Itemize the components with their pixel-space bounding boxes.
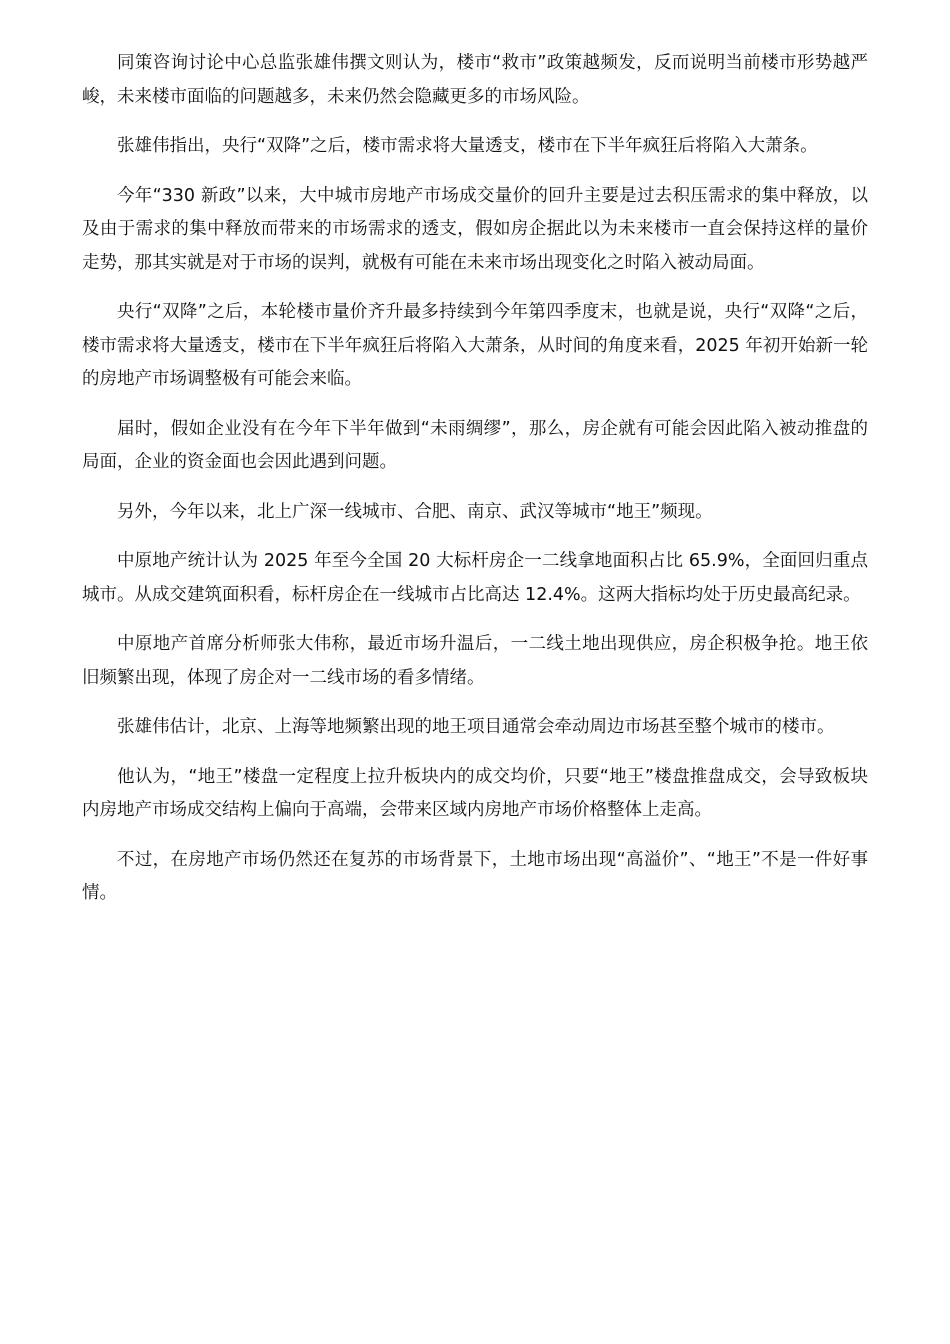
paragraph: 另外，今年以来，北上广深一线城市、合肥、南京、武汉等城市“地王”频现。: [117, 501, 713, 522]
paragraph: 同策咨询讨论中心总监张雄伟撰文则认为，楼市“救市”政策越频发，反而说明当前楼市形势越严峻，未来楼市面临的问题越多，未来仍然会隐藏更多的市场风险。: [82, 53, 868, 107]
paragraph: 中原地产首席分析师张大伟称，最近市场升温后，一二线土地出现供应，房企积极争抢。地王依旧频繁出现，体现了房企对一二线市场的看多情绪。: [82, 634, 868, 688]
document-body: [82, 47, 868, 927]
paragraph: 中原地产统计认为 2025 年至今全国 20 大标杆房企一二线拿地面积占比 65.9%，全面回归重点城市。从成交建筑面积看，标杆房企在一线城市占比高达 12.4%。这两大指标均处于历史最高纪录。: [82, 551, 868, 605]
paragraph: 央行“双降”之后，本轮楼市量价齐升最多持续到今年第四季度末，也就是说，央行“双降“之后，楼市需求将大量透支，楼市在下半年疯狂后将陷入大萧条，从时间的角度来看，2025 年初开始新一轮的房地产市场调整极有可能会来临。: [82, 302, 868, 389]
paragraph: 今年“330 新政”以来，大中城市房地产市场成交量价的回升主要是过去积压需求的集中释放，以及由于需求的集中释放而带来的市场需求的透支，假如房企据此以为未来楼市一直会保持这样的量价走势，那其实就是对于市场的误判，就极有可能在未来市场出现变化之时陷入被动局面。: [82, 185, 868, 273]
paragraph: 不过，在房地产市场仍然还在复苏的市场背景下，土地市场出现“高溢价”、“地王”不是一件好事情。: [82, 849, 868, 903]
paragraph: 届时，假如企业没有在今年下半年做到“未雨绸缪”，那么，房企就有可能会因此陷入被动推盘的局面，企业的资金面也会因此遇到问题。: [82, 418, 868, 472]
paragraph: 张雄伟估计，北京、上海等地频繁出现的地王项目通常会牵动周边市场甚至整个城市的楼市。: [117, 717, 835, 737]
paragraph: 他认为，“地王”楼盘一定程度上拉升板块内的成交均价，只要“地王”楼盘推盘成交，会导致板块内房地产市场成交结构上偏向于高端，会带来区域内房地产市场价格整体上走高。: [82, 766, 868, 820]
paragraph: 张雄伟指出，央行“双降”之后，楼市需求将大量透支，楼市在下半年疯狂后将陷入大萧条。: [117, 136, 818, 156]
